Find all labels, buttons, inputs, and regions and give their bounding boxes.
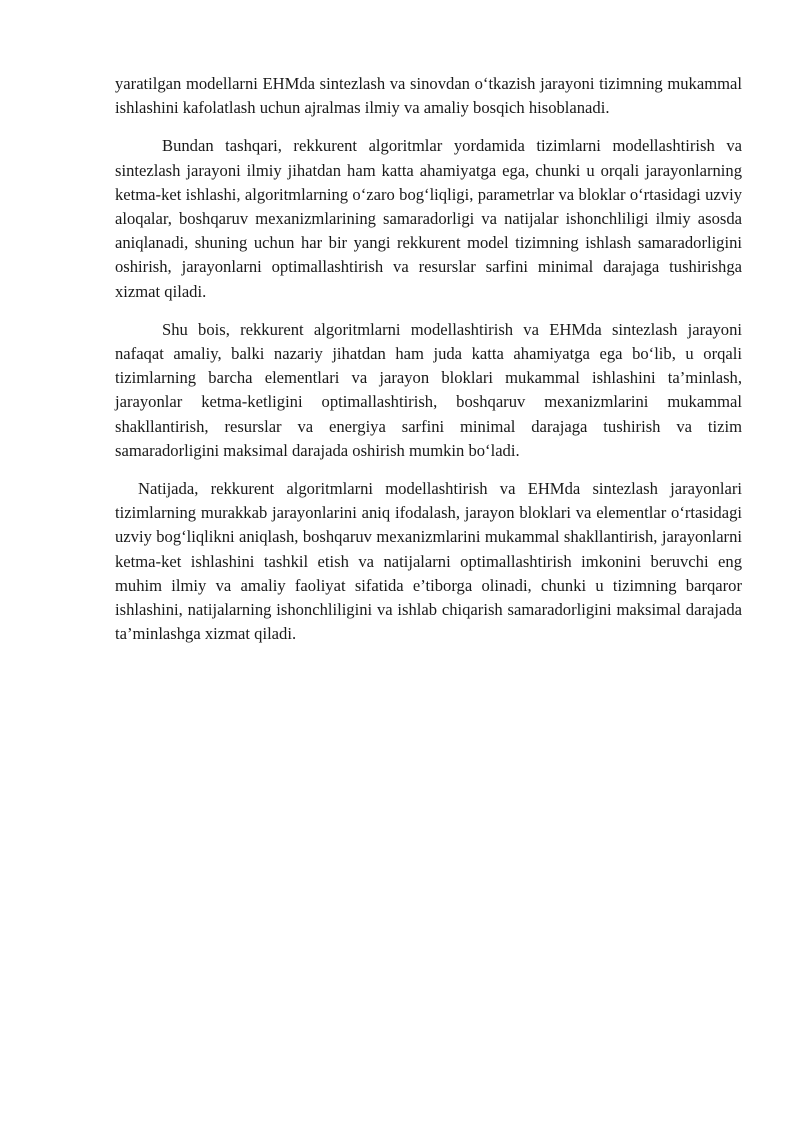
paragraph-natijada: Natijada, rekkurent algoritmlarni modellashtirish va EHMda sintezlash jarayonlari tizimlarning murakkab jarayonlarini aniq ifodalash, jarayon bloklari va elementlar o‘rtasidagi uzviy bog‘liqlikni aniqlash, boshqaruv mexanizmlarini mukammal shakllantirish, jarayonlarni ketma-ket ishlashini tashkil etish va natijalarni optimallashtirish imkonini beruvchi eng muhim ilmiy va amaliy faoliyat sifatida e’tiborga olinadi, chunki u tizimning barqaror ishlashini, natijalarning ishonchliligini va ishlab chiqarish samaradorligini maksimal darajada ta’minlashga xizmat qiladi. — [115, 479, 742, 644]
paragraph-bundan-tashqari: Bundan tashqari, rekkurent algoritmlar yordamida tizimlarni modellashtirish va sintezlash jarayoni ilmiy jihatdan ham katta ahamiyatga ega, chunki u orqali jarayonlarning ketma-ket ishlashi, algoritmlarning o‘zaro bog‘liqligi, parametrlar va bloklar o‘rtasidagi uzviy aloqalar, boshqaruv mexanizmlarining samaradorligi va natijalar ishonchliligi ilmiy asosda aniqlanadi, shuning uchun har bir yangi rekkurent model tizimning ishlash samaradorligini oshirish, jarayonlarni optimallashtirish va resurslar sarfini minimal darajaga tushirishga xizmat qiladi. — [115, 136, 742, 301]
paragraph-continuation: yaratilgan modellarni EHMda sintezlash va sinovdan o‘tkazish jarayoni tizimning mukammal ishlashini kafolatlash uchun ajralmas ilmiy va amaliy bosqich hisoblanadi. — [115, 74, 742, 118]
document-body — [115, 72, 742, 646]
paragraph-shu-bois: Shu bois, rekkurent algoritmlarni modellashtirish va EHMda sintezlash jarayoni nafaqat amaliy, balki nazariy jihatdan ham juda katta ahamiyatga ega bo‘lib, u orqali tizimlarning barcha elementlari va jarayon bloklari mukammal ishlashini ta’minlash, jarayonlar ketma-ketligini optimallashtirish, boshqaruv mexanizmlarini mukammal shakllantirish, resurslar va energiya sarfini minimal darajaga tushirish va tizim samaradorligini maksimal darajada oshirish mumkin bo‘ladi. — [115, 319, 742, 460]
